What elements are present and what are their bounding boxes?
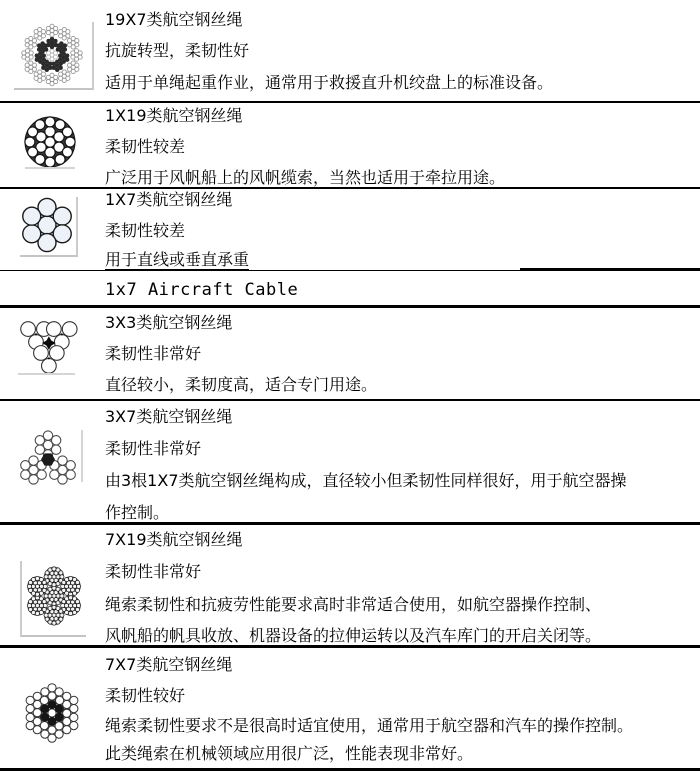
rope-3x3-diagram [18,316,96,380]
row-divider [0,399,700,401]
diagram-caption-rule [25,167,75,169]
rope-7x19-diagram [20,561,86,637]
row-divider [0,101,700,103]
row-description-2: 此类绳索在机械领域应用很广泛，性能表现非常好。 [105,744,474,763]
row-flexibility: 抗旋转型，柔韧性好 [105,41,250,60]
row-description: 绳索柔韧性和抗疲劳性能要求高时非常适合使用，如航空器操作控制、 [105,595,602,614]
row-description-2: 风帆船的帆具收放、机器设备的拉伸运转以及汽车库门的开启关闭等。 [105,626,602,645]
row-flexibility: 柔韧性较差 [105,221,186,240]
row-title: 7X19类航空钢丝绳 [105,530,243,549]
row-description: 由3根1X7类航空钢丝绳构成，直径较小但柔韧性同样很好，用于航空器操 [105,471,627,490]
row-flexibility: 柔韧性非常好 [105,562,202,581]
row-description: 直径较小，柔韧度高，适合专门用途。 [105,375,378,394]
divider-accent-segment [520,268,700,270]
row-description-2: 作控制。 [105,503,170,522]
row-flexibility: 柔韧性较差 [105,137,186,156]
rope-3x7-diagram [16,429,80,489]
row-description: 适用于单绳起重作业，通常用于救援直升机绞盘上的标准设备。 [105,73,554,92]
rope-7x7-diagram [22,681,82,745]
diagram-caption-rule [18,373,75,375]
table-bottom-border [0,768,700,771]
row-flexibility: 柔韧性非常好 [105,439,202,458]
rope-1x7-diagram [20,197,78,257]
row-flexibility: 柔韧性非常好 [105,344,202,363]
rope-1x19-diagram [24,116,76,168]
row-description: 广泛用于风帆船上的风帆缆索，当然也适用于牵拉用途。 [105,168,506,187]
row-divider [0,187,700,189]
row-title: 3X7类航空钢丝绳 [105,407,233,426]
row-title: 1X19类航空钢丝绳 [105,106,243,125]
row-title: 19X7类航空钢丝绳 [105,10,243,29]
row-title: 1X7类航空钢丝绳 [105,190,233,209]
diagram-frame-rule [81,430,83,482]
rope-19x7-diagram [14,22,94,90]
row-divider [0,522,700,525]
row-title-english: 1x7 Aircraft Cable [105,280,299,300]
row-divider-thin [0,270,700,271]
row-title: 3X3类航空钢丝绳 [105,313,233,332]
row-description-underlined: 用于直线或垂直承重 [105,250,250,269]
row-flexibility: 柔韧性较好 [105,686,186,705]
row-divider [0,305,700,308]
row-title: 7X7类航空钢丝绳 [105,655,233,674]
row-description: 绳索柔韧性要求不是很高时适宜使用，通常用于航空器和汽车的操作控制。 [105,716,634,735]
row-divider [0,645,700,648]
